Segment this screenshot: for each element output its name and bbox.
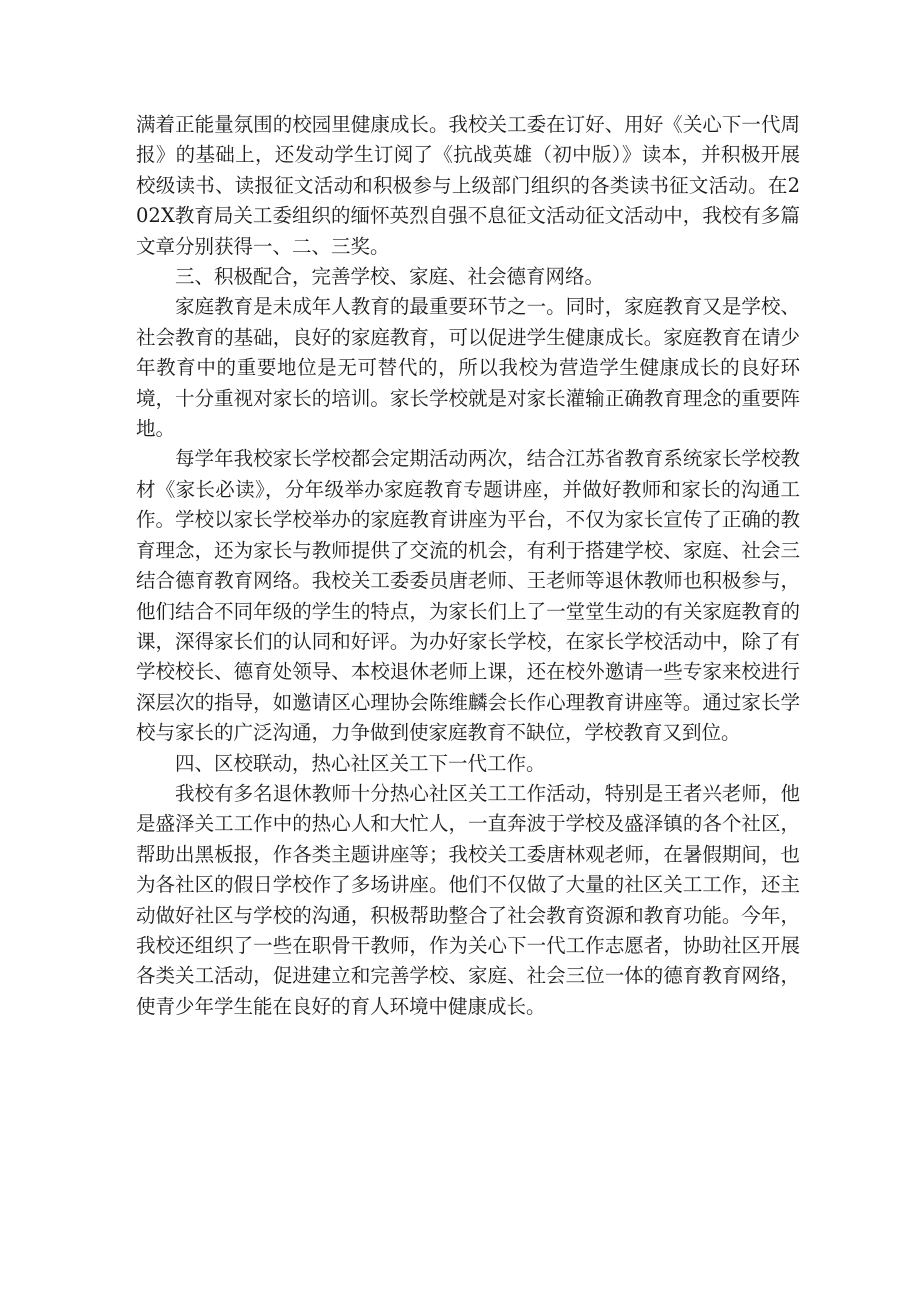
document-body <box>136 110 800 1022</box>
paragraph-family-education: 家庭教育是未成年人教育的最重要环节之一。同时，家庭教育又是学校、社会教育的基础，良好的家庭教育，可以促进学生健康成长。家庭教育在请少年教育中的重要地位是无可替代的，所以我校为营造学生健康成长的良好环境，十分重视对家长的培训。家长学校就是对家长灌输正确教育理念的重要阵地。 <box>136 295 800 441</box>
paragraph-community-work: 我校有多名退休教师十分热心社区关工工作活动，特别是王者兴老师，他是盛泽关工工作中的热心人和大忙人，一直奔波于学校及盛泽镇的各个社区，帮助出黑板报，作各类主题讲座等；我校关工委唐林观老师，在暑假期间，也为各社区的假日学校作了多场讲座。他们不仅做了大量的社区关工工作，还主动做好社区与学校的沟通，积极帮助整合了社会教育资源和教育功能。今年，我校还组织了一些在职骨干教师，作为关心下一代工作志愿者，协助社区开展各类关工活动，促进建立和完善学校、家庭、社会三位一体的德育教育网络，使青少年学生能在良好的育人环境中健康成长。 <box>136 781 800 1018</box>
paragraph-continuation: 满着正能量氛围的校园里健康成长。我校关工委在订好、用好《关心下一代周报》的基础上，还发动学生订阅了《抗战英雄（初中版）》读本，并积极开展校级读书、读报征文活动和积极参与上级部门组织的各类读书征文活动。在202X教育局关工委组织的缅怀英烈自强不息征文活动征文活动中，我校有多篇文章分别获得一、二、三奖。 <box>136 113 800 258</box>
paragraph-parent-school: 每学年我校家长学校都会定期活动两次，结合江苏省教育系统家长学校教材《家长必读》，分年级举办家庭教育专题讲座，并做好教师和家长的沟通工作。学校以家长学校举办的家庭教育讲座为平台，不仅为家长宣传了正确的教育理念，还为家长与教师提供了交流的机会，有利于搭建学校、家庭、社会三结合德育教育网络。我校关工委委员唐老师、王老师等退休教师也积极参与，他们结合不同年级的学生的特点，为家长们上了一堂堂生动的有关家庭教育的课，深得家长们的认同和好评。为办好家长学校，在家长学校活动中，除了有学校校长、德育处领导、本校退休老师上课，还在校外邀请一些专家来校进行深层次的指导，如邀请区心理协会陈维麟会长作心理教育讲座等。通过家长学校与家长的广泛沟通，力争做到使家庭教育不缺位，学校教育又到位。 <box>136 447 800 745</box>
section-heading-3: 三、积极配合，完善学校、家庭、社会德育网络。 <box>175 265 605 289</box>
section-heading-4: 四、区校联动，热心社区关工下一代工作。 <box>175 751 546 775</box>
